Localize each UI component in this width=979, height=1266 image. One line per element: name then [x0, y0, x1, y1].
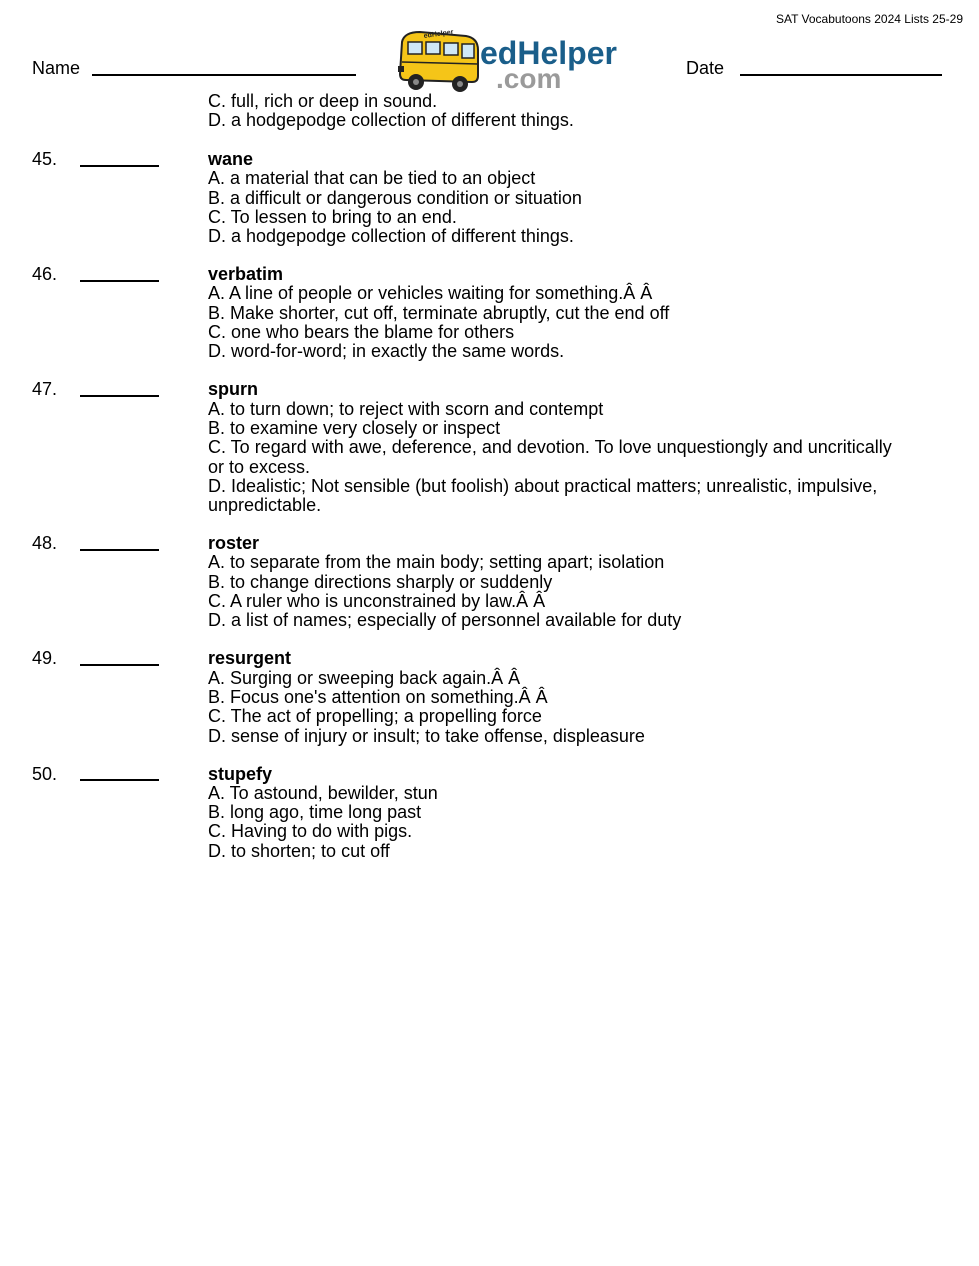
answer-option: C. Having to do with pigs. [208, 821, 413, 842]
answer-option: A. to separate from the main body; setting apart; isolation [208, 552, 665, 573]
answer-option: D. sense of injury or insult; to take offense, displeasure [208, 725, 645, 746]
answer-blank[interactable] [80, 779, 159, 781]
bus-label: edHelper [423, 28, 454, 40]
answer-blank[interactable] [80, 395, 159, 397]
date-field[interactable] [740, 74, 942, 76]
answer-option: B. to examine very closely or inspect [208, 417, 501, 438]
answer-option: D. a hodgepodge collection of different things. [208, 226, 574, 247]
carryover-option: C. full, rich or deep in sound. [208, 91, 438, 111]
answer-option: A. a material that can be tied to an object [208, 168, 536, 189]
vocab-word: wane [208, 148, 254, 169]
answer-option: A. to turn down; to reject with scorn and contempt [208, 398, 604, 419]
answer-option: C. The act of propelling; a propelling force [208, 706, 542, 727]
answer-option: B. Focus one's attention on something.Â Â [208, 686, 548, 707]
question-number: 49. [32, 648, 58, 669]
carryover-option: D. a hodgepodge collection of different things. [208, 110, 574, 131]
vocab-word: resurgent [208, 648, 292, 669]
answer-option: B. to change directions sharply or suddenly [208, 571, 553, 592]
vocab-word: spurn [208, 379, 259, 400]
answer-blank[interactable] [80, 280, 159, 282]
answer-option: B. a difficult or dangerous condition or situation [208, 187, 582, 208]
answer-option: or to excess. [208, 456, 311, 477]
answer-option: D. Idealistic; Not sensible (but foolish) about practical matters; unrealistic, impulsive, [208, 475, 878, 496]
answer-option: C. To lessen to bring to an end. [208, 206, 457, 227]
answer-option: D. to shorten; to cut off [208, 840, 390, 861]
answer-option: D. a list of names; especially of personnel available for duty [208, 610, 682, 631]
question-number: 45. [32, 148, 58, 169]
answer-option: C. To regard with awe, deference, and devotion. To love unquestiongly and uncritically [208, 437, 892, 458]
vocab-word: roster [208, 533, 260, 554]
date-label: Date [686, 58, 725, 78]
answer-option: B. long ago, time long past [208, 802, 422, 823]
name-field[interactable] [92, 74, 356, 76]
answer-option: A. A line of people or vehicles waiting for something.Â Â [208, 283, 653, 304]
answer-option: D. word-for-word; in exactly the same words. [208, 341, 565, 362]
question-number: 47. [32, 379, 58, 400]
question-number: 50. [32, 763, 58, 784]
logo-text: edHelper [480, 35, 617, 71]
answer-blank[interactable] [80, 549, 159, 551]
name-label: Name [32, 58, 81, 78]
worksheet-title: SAT Vocabutoons 2024 Lists 25-29 [775, 12, 963, 26]
answer-option: C. one who bears the blame for others [208, 322, 515, 342]
logo-subtext: .com [496, 63, 562, 94]
question-number: 48. [32, 533, 58, 554]
answer-option: B. Make shorter, cut off, terminate abruptly, cut the end off [208, 302, 670, 323]
vocab-word: stupefy [208, 763, 273, 784]
answer-option: A. To astound, bewilder, stun [208, 782, 438, 803]
vocab-word: verbatim [208, 264, 284, 285]
question-number: 46. [32, 264, 58, 285]
school-bus-icon [398, 29, 478, 92]
answer-blank[interactable] [80, 165, 159, 167]
answer-option: unpredictable. [208, 495, 322, 516]
edhelper-logo [396, 26, 617, 94]
answer-option: A. Surging or sweeping back again.Â Â [208, 667, 521, 688]
answer-blank[interactable] [80, 664, 159, 666]
answer-option: C. A ruler who is unconstrained by law.Â Â [208, 591, 546, 611]
